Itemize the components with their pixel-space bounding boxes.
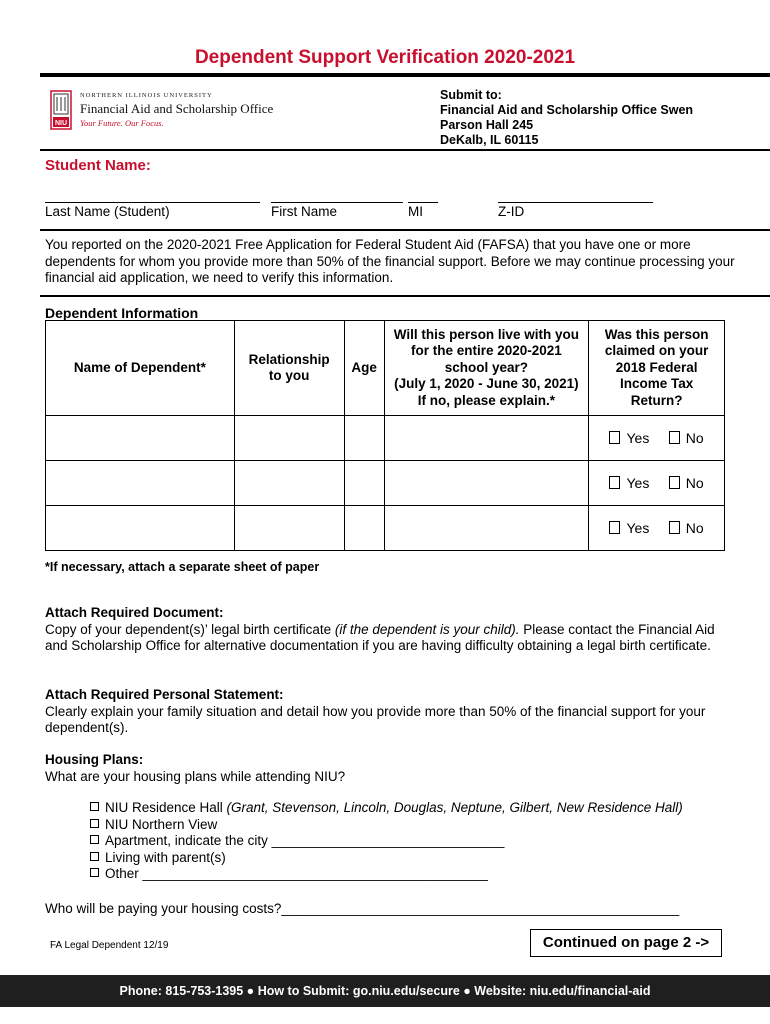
dependent-name-cell[interactable] — [46, 506, 235, 551]
housing-option-residence-hall[interactable]: NIU Residence Hall (Grant, Stevenson, Lincoln, Douglas, Neptune, Gilbert, New Residence Hall) — [90, 800, 683, 817]
svg-text:NIU: NIU — [54, 120, 68, 127]
live-with-you-cell[interactable] — [384, 416, 589, 461]
continued-box: Continued on page 2 -> — [530, 929, 722, 957]
col-relationship: Relationship to you — [234, 321, 344, 416]
submit-line-2: Parson Hall 245 — [440, 118, 534, 132]
col-claimed-on-taxes: Was this person claimed on your 2018 Federal Income Tax Return? — [589, 321, 725, 416]
dependent-info-title: Dependent Information — [45, 305, 199, 321]
student-divider — [40, 229, 770, 231]
housing-option-northern-view[interactable]: NIU Northern View — [90, 817, 683, 834]
live-with-you-cell[interactable] — [384, 461, 589, 506]
housing-section — [45, 752, 735, 785]
contact-footer-bar: Phone: 815-753-1395 ● How to Submit: go.niu.edu/secure ● Website: niu.edu/financial-aid — [0, 975, 770, 1007]
personal-statement-text: Clearly explain your family situation and detail how you provide more than 50% of the financial support for your dependent(s). — [45, 703, 706, 735]
first-name-field[interactable] — [271, 202, 403, 203]
checkbox-icon — [90, 819, 99, 828]
table-row — [46, 416, 725, 461]
col-live-with-you: Will this person live with you for the entire 2020-2021 school year? (July 1, 2020 - June 30, 2021) If no, please explain.* — [384, 321, 589, 416]
live-with-you-cell[interactable] — [384, 506, 589, 551]
age-cell[interactable] — [344, 416, 384, 461]
table-row — [46, 506, 725, 551]
claimed-choice-cell — [589, 461, 725, 506]
logo-office-name: Financial Aid and Scholarship Office — [80, 101, 274, 116]
checkbox-icon — [90, 802, 99, 811]
logo-tagline: Your Future. Our Focus. — [80, 118, 164, 128]
required-document-section — [45, 605, 735, 655]
housing-options — [90, 800, 683, 883]
niu-seal-icon — [50, 90, 72, 130]
yes-checkbox[interactable]: Yes — [609, 475, 649, 491]
mi-field[interactable] — [408, 202, 438, 203]
submit-line-1: Financial Aid and Scholarship Office Swen — [440, 103, 694, 117]
niu-logo — [50, 88, 300, 132]
checkbox-icon — [90, 868, 99, 877]
housing-costs-question[interactable]: Who will be paying your housing costs?_____________________________________________________ — [45, 901, 680, 916]
zid-label: Z-ID — [498, 204, 525, 219]
table-row — [46, 461, 725, 506]
student-name-label: Student Name: — [45, 157, 151, 174]
personal-statement-heading: Attach Required Personal Statement: — [45, 687, 284, 702]
col-age: Age — [344, 321, 384, 416]
first-name-label: First Name — [271, 204, 338, 219]
intro-paragraph: You reported on the 2020-2021 Free Application for Federal Student Aid (FAFSA) that you have one or more dependents for whom you provide more than 50% of the financial support. Before we may continue processing your financial aid application, we need to verify this information. — [45, 237, 735, 285]
col-name-of-dependent: Name of Dependent* — [46, 321, 235, 416]
title-divider — [40, 73, 770, 77]
dependent-name-cell[interactable] — [46, 461, 235, 506]
last-name-field[interactable] — [45, 202, 260, 203]
housing-question: What are your housing plans while attending NIU? — [45, 768, 346, 784]
checkbox-icon — [90, 835, 99, 844]
header-divider — [40, 149, 770, 151]
submit-to-address — [440, 88, 693, 148]
form-id: FA Legal Dependent 12/19 — [50, 940, 169, 951]
no-checkbox[interactable]: No — [669, 520, 704, 536]
yes-checkbox[interactable]: Yes — [609, 430, 649, 446]
relationship-cell[interactable] — [234, 506, 344, 551]
dependent-table — [45, 320, 725, 551]
last-name-label: Last Name (Student) — [45, 204, 170, 219]
relationship-cell[interactable] — [234, 461, 344, 506]
intro-divider — [40, 295, 770, 297]
table-footnote: *If necessary, attach a separate sheet of paper — [45, 560, 320, 574]
logo-university-name: NORTHERN ILLINOIS UNIVERSITY — [80, 92, 213, 99]
age-cell[interactable] — [344, 461, 384, 506]
required-document-heading: Attach Required Document: — [45, 605, 224, 620]
submit-line-3: DeKalb, IL 60115 — [440, 133, 539, 147]
relationship-cell[interactable] — [234, 416, 344, 461]
form-title: Dependent Support Verification 2020-2021 — [194, 47, 576, 68]
claimed-choice-cell — [589, 416, 725, 461]
housing-option-other[interactable]: Other ______________________________________________ — [90, 866, 683, 883]
no-checkbox[interactable]: No — [669, 430, 704, 446]
table-header-row — [46, 321, 725, 416]
housing-heading: Housing Plans: — [45, 752, 144, 767]
zid-field[interactable] — [498, 202, 653, 203]
age-cell[interactable] — [344, 506, 384, 551]
no-checkbox[interactable]: No — [669, 475, 704, 491]
personal-statement-section — [45, 687, 735, 737]
checkbox-icon — [90, 852, 99, 861]
yes-checkbox[interactable]: Yes — [609, 520, 649, 536]
housing-option-parents[interactable]: Living with parent(s) — [90, 850, 683, 867]
required-document-text: Copy of your dependent(s)’ legal birth certificate (if the dependent is your child). Please contact the Financial Aid and Scholarship Office for alternative documentation if you are having difficulty obtaining a legal birth certificate. — [45, 621, 715, 653]
mi-label: MI — [408, 204, 423, 219]
claimed-choice-cell — [589, 506, 725, 551]
submit-heading: Submit to: — [440, 88, 502, 102]
dependent-name-cell[interactable] — [46, 416, 235, 461]
housing-option-apartment[interactable]: Apartment, indicate the city _______________________________ — [90, 833, 683, 850]
